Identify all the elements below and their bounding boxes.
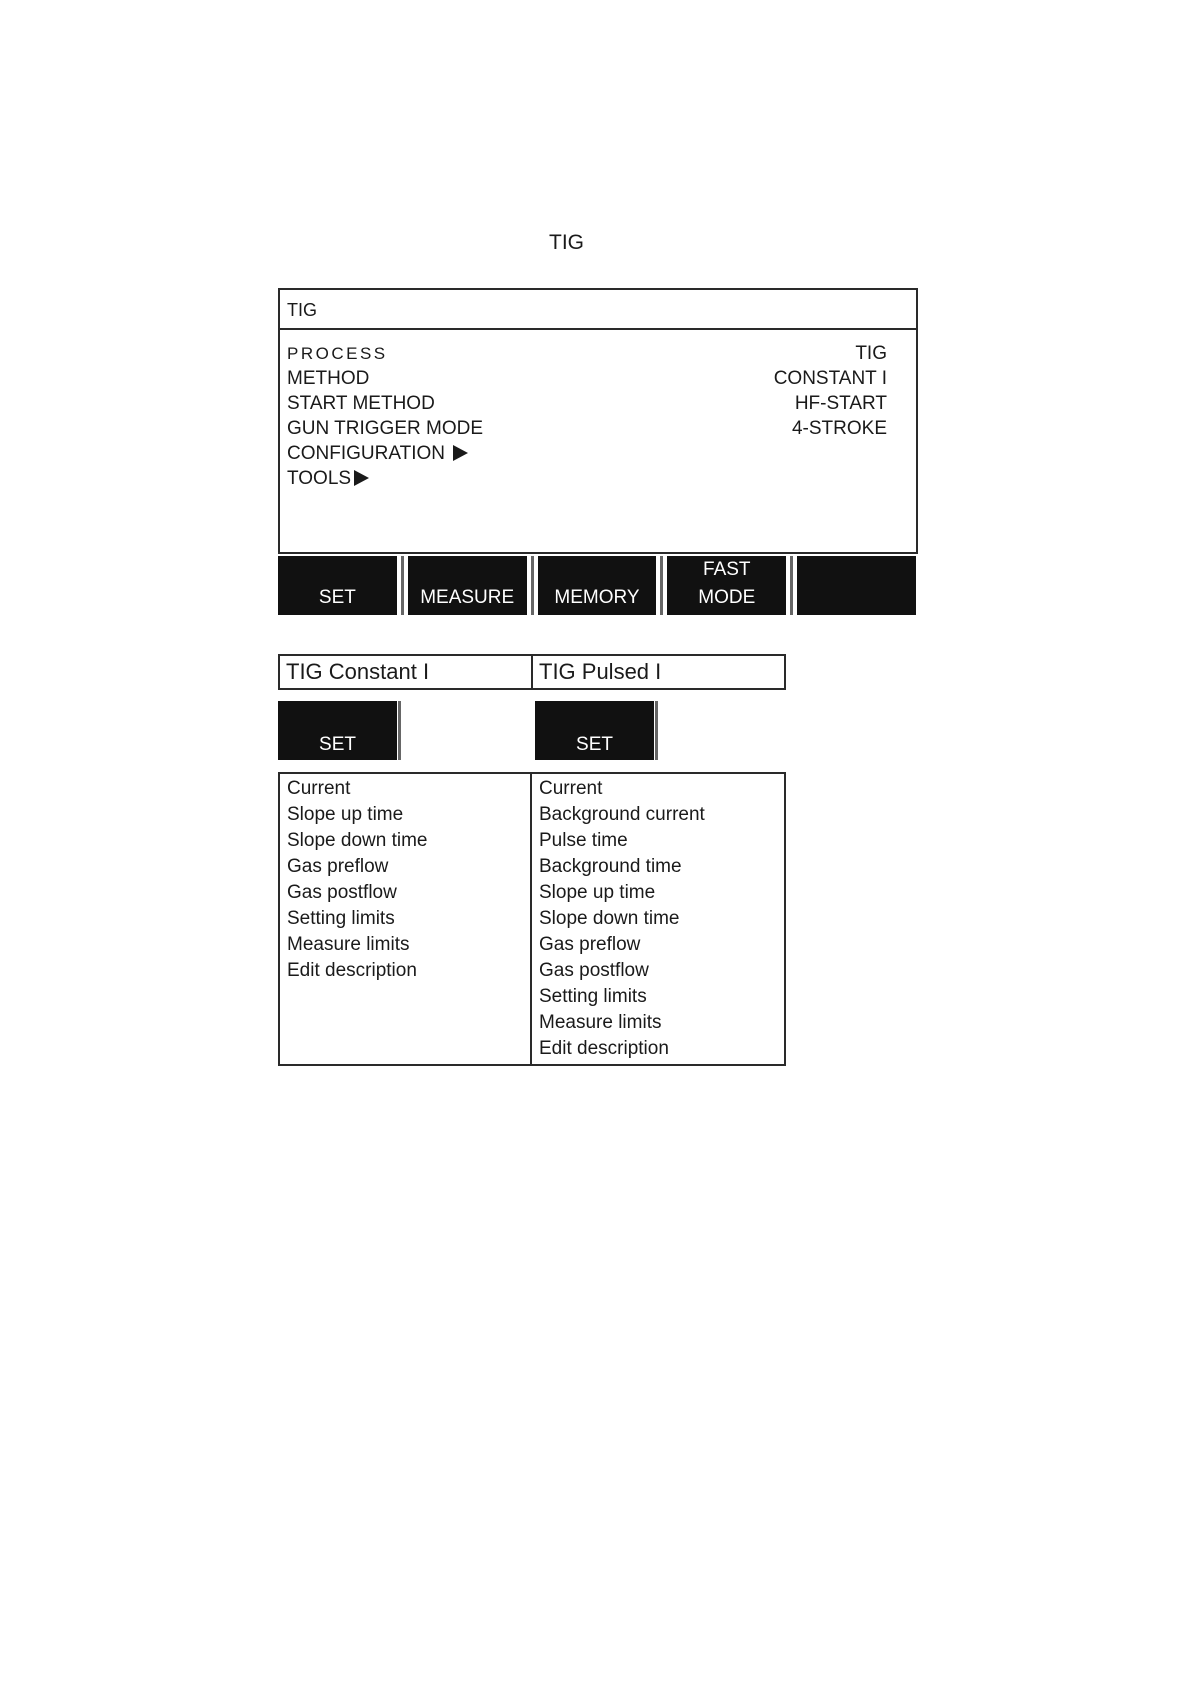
menu-item-value: 4-STROKE bbox=[791, 418, 887, 439]
menu-item-value: HF-START bbox=[794, 393, 887, 414]
page-heading: TIG bbox=[549, 231, 584, 254]
list-item: Slope up time bbox=[287, 804, 404, 825]
menu-item-value: CONSTANT I bbox=[773, 368, 887, 389]
menu-item-label: START METHOD bbox=[287, 393, 435, 414]
list-item: Slope down time bbox=[287, 830, 428, 851]
list-item: Gas postflow bbox=[287, 882, 397, 903]
main-menu bbox=[280, 330, 916, 491]
constant-set-button[interactable]: SET bbox=[278, 701, 397, 760]
list-item: Background time bbox=[539, 856, 682, 877]
softkey-label-line2: SET bbox=[318, 587, 356, 608]
mode-header-pulsed: TIG Pulsed I bbox=[531, 656, 784, 688]
param-table bbox=[278, 772, 786, 1066]
menu-item-gun-trigger-mode[interactable] bbox=[287, 416, 887, 441]
submenu-arrow-icon bbox=[453, 445, 468, 461]
softkey-label-line2: MEMORY bbox=[554, 587, 640, 608]
menu-item-label: TOOLS bbox=[287, 468, 352, 489]
menu-item-start-method[interactable] bbox=[287, 391, 887, 416]
display-title: TIG bbox=[280, 290, 916, 330]
list-item: Current bbox=[287, 778, 351, 799]
list-item: Background current bbox=[539, 804, 705, 825]
list-item: Setting limits bbox=[287, 908, 395, 929]
softkey-label-line2: MODE bbox=[698, 587, 756, 608]
menu-item-label: METHOD bbox=[287, 368, 370, 389]
list-item: Measure limits bbox=[287, 934, 410, 955]
list-item: Gas postflow bbox=[539, 960, 649, 981]
list-item: Measure limits bbox=[539, 1012, 662, 1033]
pulsed-param-list bbox=[530, 774, 784, 1064]
softkey-label-line1: FAST bbox=[703, 559, 751, 580]
menu-item-label: CONFIGURATION bbox=[287, 443, 445, 464]
softkey-label-line2: MEASURE bbox=[420, 587, 515, 608]
list-item: Pulse time bbox=[539, 830, 628, 851]
menu-item-label-wrap bbox=[287, 466, 369, 491]
menu-item-configuration[interactable] bbox=[287, 441, 887, 466]
list-item: Gas preflow bbox=[287, 856, 389, 877]
submenu-arrow-icon bbox=[354, 470, 369, 486]
menu-item-process[interactable] bbox=[287, 341, 887, 366]
display-panel bbox=[278, 288, 918, 554]
list-item: Gas preflow bbox=[539, 934, 641, 955]
measure-softkey[interactable] bbox=[408, 556, 527, 615]
softkey-bar bbox=[278, 556, 916, 615]
fast-mode-softkey[interactable] bbox=[667, 556, 786, 615]
menu-item-label-wrap bbox=[287, 441, 468, 466]
menu-item-label: PROCESS bbox=[287, 344, 388, 363]
menu-item-tools[interactable] bbox=[287, 466, 887, 491]
list-item: Slope up time bbox=[539, 882, 656, 903]
list-item: Edit description bbox=[539, 1038, 669, 1059]
menu-item-value: TIG bbox=[855, 343, 887, 364]
mode-header bbox=[278, 654, 786, 690]
list-item: Current bbox=[539, 778, 603, 799]
menu-item-label: GUN TRIGGER MODE bbox=[287, 418, 483, 439]
pulsed-set-button[interactable]: SET bbox=[535, 701, 654, 760]
menu-item-method[interactable] bbox=[287, 366, 887, 391]
list-item: Edit description bbox=[287, 960, 417, 981]
memory-softkey[interactable] bbox=[538, 556, 657, 615]
list-item: Setting limits bbox=[539, 986, 647, 1007]
blank-softkey[interactable] bbox=[797, 556, 916, 615]
mode-header-constant: TIG Constant I bbox=[286, 659, 430, 684]
list-item: Slope down time bbox=[539, 908, 680, 929]
set-softkey[interactable] bbox=[278, 556, 397, 615]
constant-param-list bbox=[280, 774, 530, 1064]
